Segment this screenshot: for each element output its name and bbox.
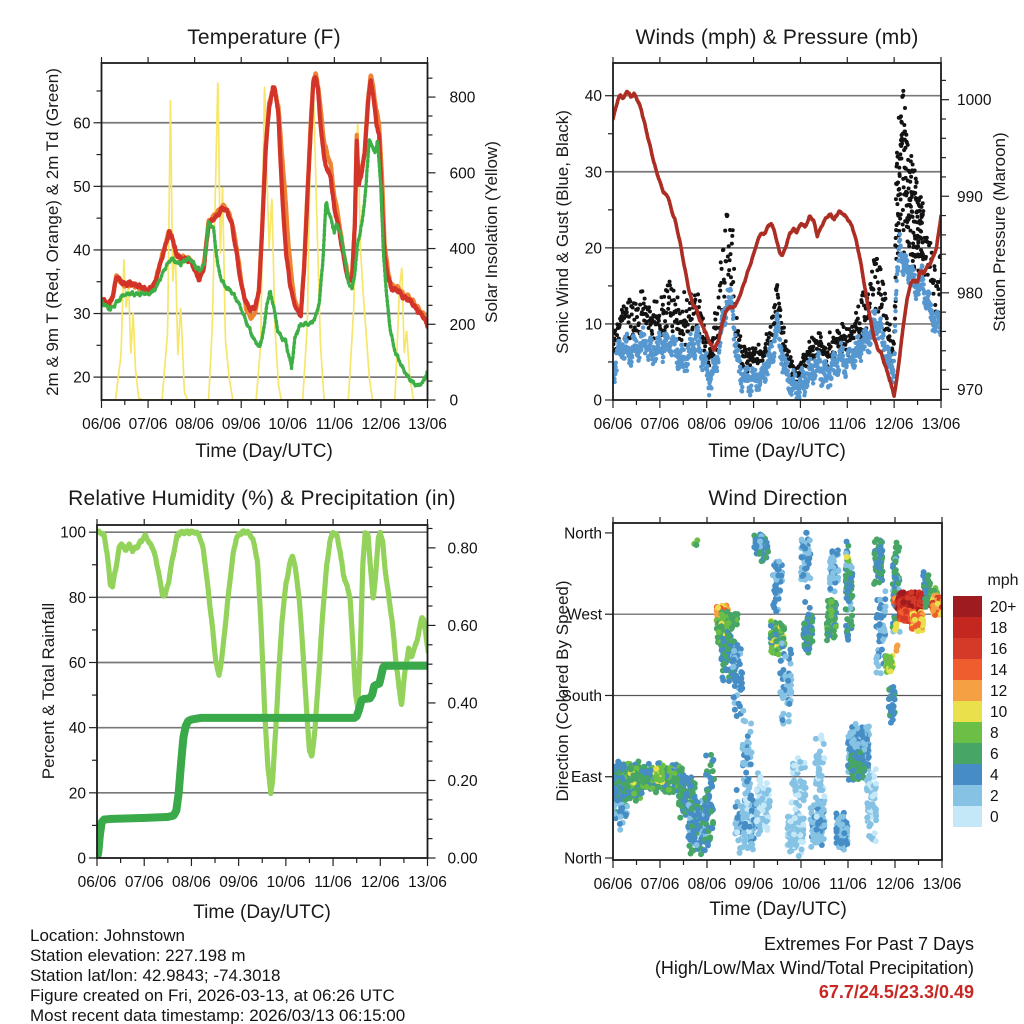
colorbar-title: mph <box>987 572 1019 589</box>
panel-title-temperature: Temperature (F) <box>187 26 341 49</box>
ylabel-winds-right: Station Pressure (Maroon) <box>990 132 1009 332</box>
ylabel-direction-left: Direction (Colored By Speed) <box>553 580 572 802</box>
ylabel-temperature-right: Solar Insolation (Yellow) <box>482 141 501 323</box>
panel-title-direction: Wind Direction <box>708 487 848 510</box>
extremes-title: Extremes For Past 7 Days <box>763 934 974 954</box>
footer-location: Location: Johnstown <box>30 926 185 945</box>
xlabel-direction: Time (Day/UTC) <box>709 899 847 920</box>
footer-block <box>30 926 405 1024</box>
extremes-subtitle: (High/Low/Max Wind/Total Precipitation) <box>654 958 974 978</box>
ylabel-winds-left: Sonic Wind & Gust (Blue, Black) <box>553 110 572 354</box>
xlabel-humidity: Time (Day/UTC) <box>193 902 331 923</box>
footer-created: Figure created on Fri, 2026-03-13, at 06:26 UTC <box>30 986 395 1005</box>
xlabel-temperature: Time (Day/UTC) <box>195 441 333 462</box>
panel-title-humidity: Relative Humidity (%) & Precipitation (in) <box>68 487 456 510</box>
panel-title-winds: Winds (mph) & Pressure (mb) <box>635 26 919 49</box>
extremes-values: 67.7/24.5/23.3/0.49 <box>818 982 974 1002</box>
footer-latlon: Station lat/lon: 42.9843; -74.3018 <box>30 966 281 985</box>
footer-timestamp: Most recent data timestamp: 2026/03/13 06:15:00 <box>30 1006 406 1024</box>
footer-elevation: Station elevation: 227.198 m <box>30 946 246 965</box>
xlabel-winds: Time (Day/UTC) <box>708 441 846 462</box>
ylabel-humidity-left: Percent & Total Rainfall <box>39 602 58 780</box>
ylabel-temperature-left: 2m & 9m T (Red, Orange) & 2m Td (Green) <box>43 68 62 396</box>
